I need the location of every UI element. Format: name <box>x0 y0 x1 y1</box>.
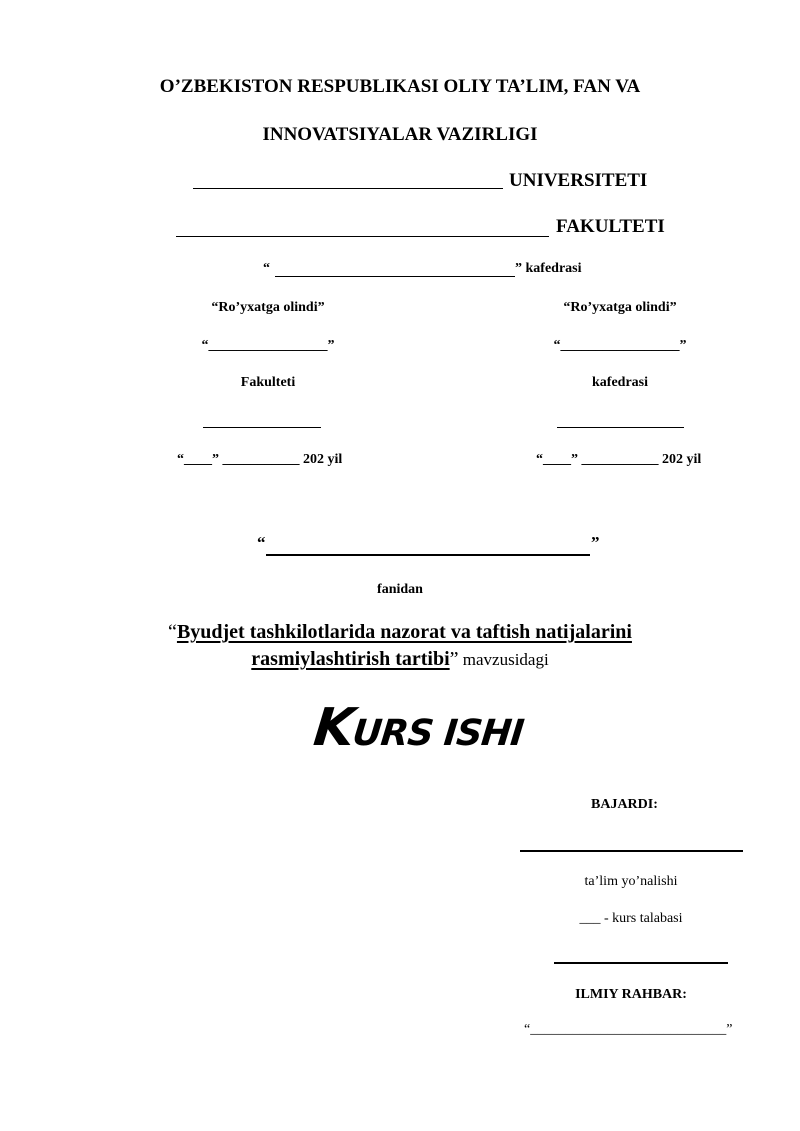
registration-right-title: “Ro’yxatga olindi” <box>563 300 677 315</box>
registration-left-year: 202 yil <box>303 452 343 467</box>
registration-right-unit: kafedrasi <box>592 375 648 390</box>
topic-text-1: Byudjet tashkilotlarida nazorat va taftish natijalarini <box>176 621 632 643</box>
ministry-line-2: INNOVATSIYALAR VAZIRLIGI <box>262 124 538 145</box>
supervisor-label: ILMIY RAHBAR: <box>575 987 687 1002</box>
performer-name-line <box>520 850 743 852</box>
topic-line-2 <box>0 648 800 671</box>
supervisor-name-line: “____________________________” <box>524 1022 733 1037</box>
ministry-line-1: O’ZBEKISTON RESPUBLIKASI OLIY TA’LIM, FAN VA <box>159 76 641 97</box>
subject-open-quote: “ <box>257 533 266 552</box>
registration-right-year: 202 yil <box>662 452 702 467</box>
registration-left-date-blank: “____” ___________ <box>177 452 300 467</box>
faculty-label: FAKULTETI <box>556 216 665 237</box>
registration-left-title: “Ro’yxatga olindi” <box>211 300 325 315</box>
registration-left-date <box>177 452 342 468</box>
education-direction: ta’lim yo’nalishi <box>584 874 678 889</box>
topic-text-2: rasmiylashtirish tartibi <box>251 648 450 670</box>
course-student: ___ - kurs talabasi <box>579 911 683 926</box>
work-title-initial: K <box>310 698 357 758</box>
department-blank-line <box>275 276 515 277</box>
subject-label: fanidan <box>377 582 423 597</box>
department-open-quote: “ <box>263 261 270 276</box>
registration-left-number: “_________________” <box>201 338 335 353</box>
work-title <box>311 698 527 758</box>
department-label: ” kafedrasi <box>515 261 582 276</box>
work-title-rest-1: URS <box>350 713 435 754</box>
university-label: UNIVERSITETI <box>509 170 648 191</box>
topic-open-quote: “ <box>168 621 177 643</box>
registration-left-unit: Fakulteti <box>240 375 296 390</box>
registration-right-sign-line <box>557 427 684 428</box>
subject-blank-line <box>266 554 590 556</box>
performer-sign-line <box>554 962 728 964</box>
topic-suffix: mavzusidagi <box>458 650 549 669</box>
work-title-rest-2: ISHI <box>430 713 526 754</box>
registration-right-date-blank: “____” ___________ <box>536 452 659 467</box>
performer-label: BAJARDI: <box>591 797 658 812</box>
registration-right-number: “_________________” <box>553 338 687 353</box>
topic-close-quote: ” <box>449 648 459 670</box>
university-blank-line <box>193 188 503 189</box>
topic-line-1 <box>0 621 800 644</box>
faculty-blank-line <box>176 236 549 237</box>
subject-close-quote: ” <box>591 533 600 552</box>
registration-right-date <box>536 452 701 468</box>
registration-left-sign-line <box>203 427 321 428</box>
